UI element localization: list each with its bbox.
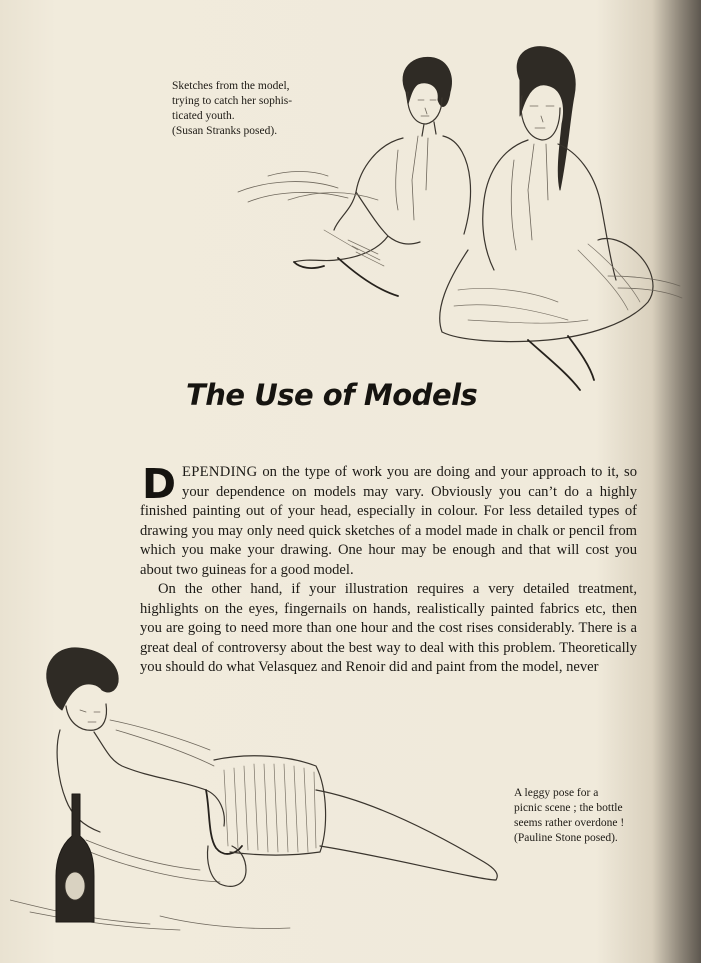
reclining-figure-body bbox=[57, 730, 224, 832]
sketch-reclining-woman bbox=[10, 640, 510, 940]
left-figure-body bbox=[334, 136, 471, 234]
bottom-caption: A leggy pose for a picnic scene ; the bottle seems rather overdone ! (Pauline Stone posed). bbox=[514, 787, 625, 844]
right-figure-face bbox=[521, 96, 560, 140]
reclining-figure-face bbox=[66, 704, 107, 730]
page-title: The Use of Models bbox=[186, 378, 478, 412]
paragraph-1-text: on the type of work you are doing and your approach to it, so your dependence on models may vary. Obviously you can’t do a highly finished painting out of your head, especially in colour. For less detailed types of drawing you may only need quick sketches of a model made in chalk or pencil from which you make your drawing. One hour may be enough and that will cost you about two guineas for a good model. bbox=[140, 464, 637, 578]
wine-bottle-sketch bbox=[56, 794, 94, 922]
paragraph-2: On the other hand, if your illustration requires a very detailed treatment, highlights on the eyes, fingernails on hands, realistically painted fabrics etc, then you are going to need more than one hour and the cost rises considerably. There is a great deal of controversy about the best way to deal with this problem. Theoretically you should do what Velasquez and Renoir did and paint from the model, never bbox=[140, 581, 637, 675]
drop-cap: D bbox=[142, 460, 177, 508]
right-figure-body bbox=[483, 140, 616, 280]
bottle-label bbox=[65, 872, 85, 900]
grass-strokes bbox=[10, 900, 290, 930]
reclining-figure-skirt bbox=[214, 756, 326, 855]
top-caption: Sketches from the model, trying to catch her sophis- ticated youth. (Susan Stranks posed). bbox=[172, 80, 293, 137]
reclining-figure-legs bbox=[316, 790, 497, 880]
right-figure-hair bbox=[517, 47, 575, 190]
reclining-figure-hair bbox=[47, 648, 118, 710]
opening-smallcaps: EPENDING bbox=[182, 464, 258, 480]
paragraph-1 bbox=[140, 460, 637, 580]
left-figure-hair bbox=[403, 57, 451, 106]
